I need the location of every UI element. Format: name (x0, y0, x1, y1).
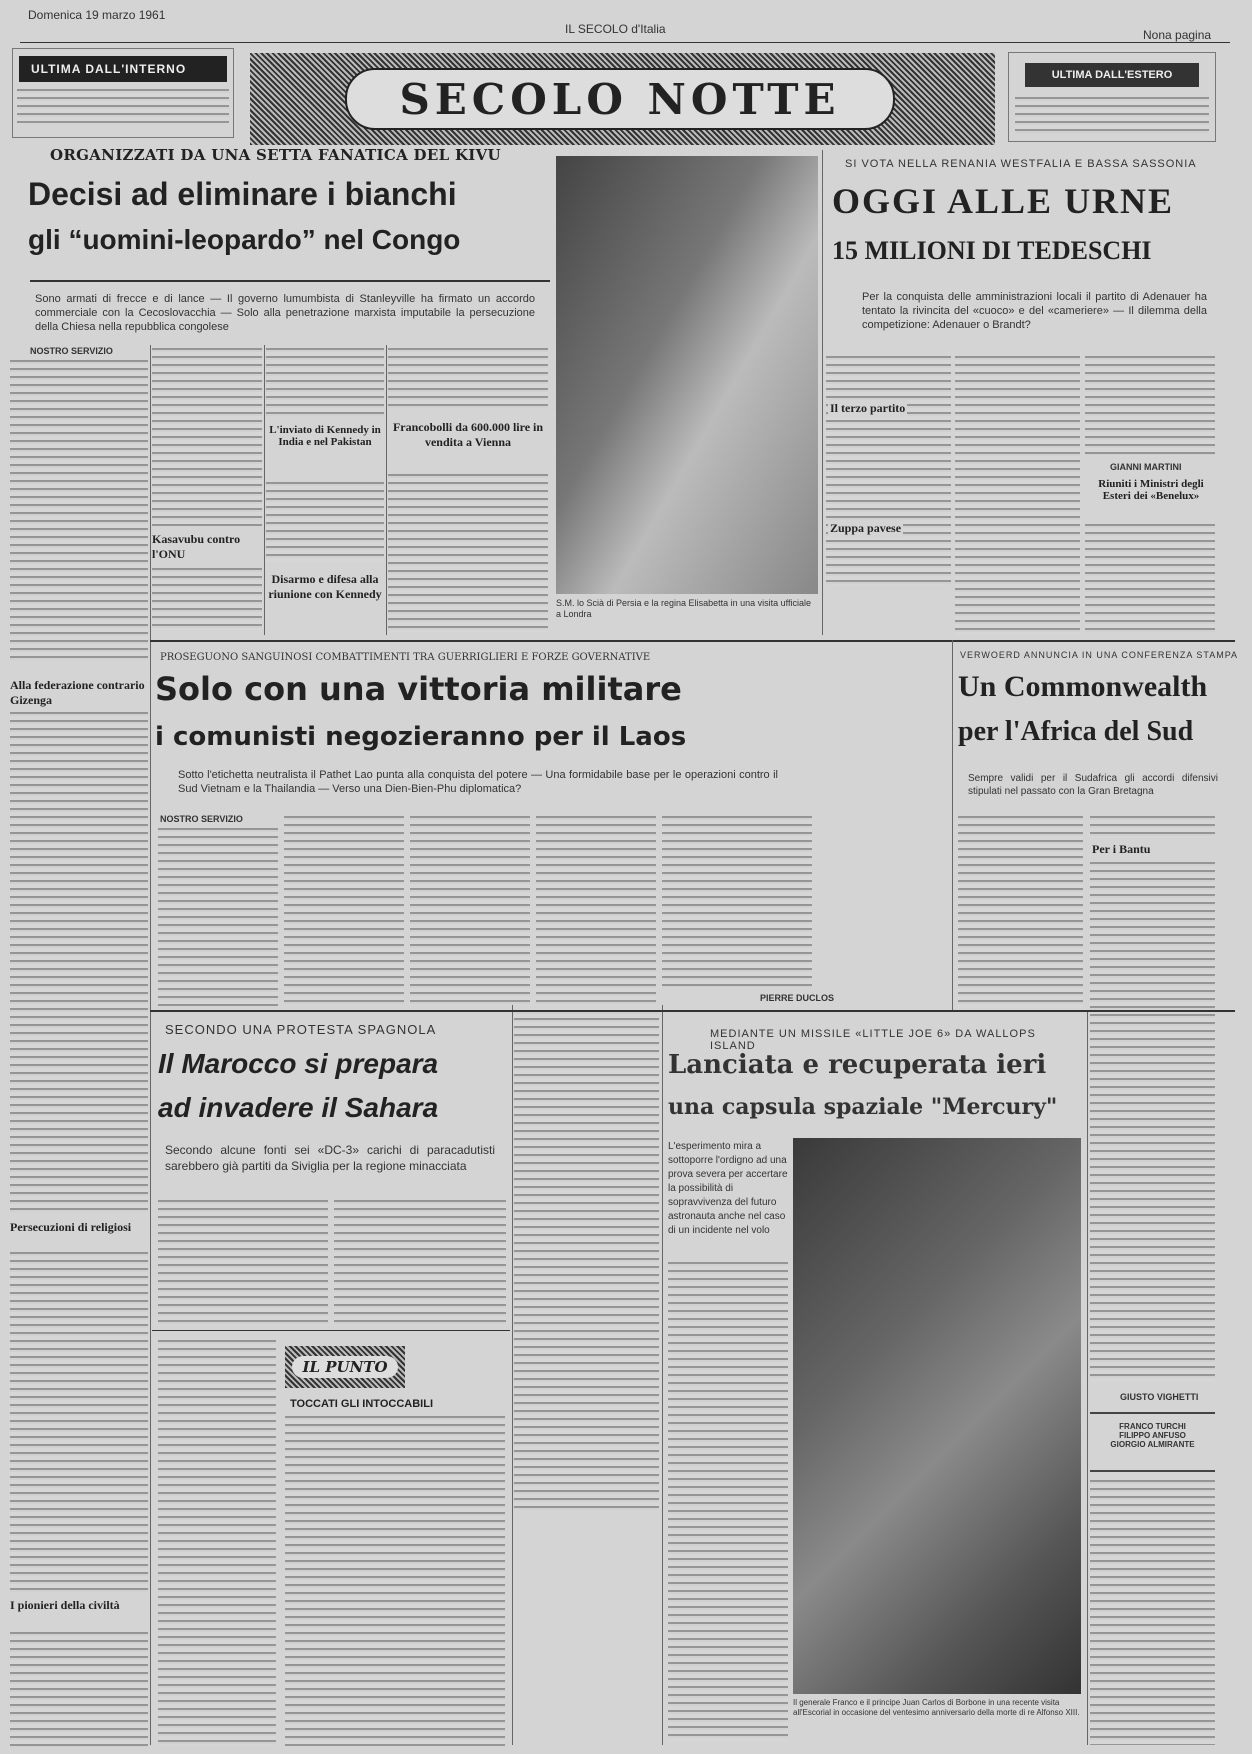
congo-summary: Sono armati di frecce e di lance — Il governo lumumbista di Stanleyville ha firmato un accordo commerciale con la Cecoslovacchia — Solo alla penetrazione marxista imputabile la persecuzione della Chiesa nella repubblica congolese (35, 293, 535, 333)
congo-byline: NOSTRO SERVIZIO (30, 346, 113, 356)
text-block (955, 356, 1080, 635)
mercury-kicker: MEDIANTE UN MISSILE «LITTLE JOE 6» DA WALLOPS ISLAND (710, 1028, 1036, 1052)
foreign-news-label: ULTIMA DALL'ESTERO (1025, 63, 1199, 87)
mercury-summary: L'esperimento mira a sottoporre l'ordigno ad una prova severa per accertare la possibilità di sopravvivenza del futuro astronauta anche nel caso di un incidente nel volo (668, 1141, 788, 1236)
germany-summary: Per la conquista delle amministrazioni locali il partito di Adenauer ha tentato la rivincita del «cuoco» e del «cameriere» — Il dilemma della competizione: Adenauer o Brandt? (862, 291, 1207, 331)
congo-sub-federazione: Alla federazione contrario Gizenga (10, 678, 145, 707)
laos-headline: Solo con una vittoria militare (155, 670, 682, 708)
masthead (250, 53, 995, 145)
page-number: Nona pagina (1143, 28, 1212, 42)
interior-news-box (12, 48, 234, 138)
photo-franco-juan-carlos (793, 1138, 1081, 1694)
interior-news-label: ULTIMA DALL'INTERNO (19, 56, 227, 82)
laos-byline: NOSTRO SERVIZIO (160, 814, 243, 824)
germany-sub-zuppa: Zuppa pavese (830, 521, 902, 535)
date: Domenica 19 marzo 1961 (28, 8, 166, 22)
text-block (17, 89, 229, 123)
sudafrica-kicker: VERWOERD ANNUNCIA IN UNA CONFERENZA STAMPA (960, 650, 1239, 660)
text-block (958, 816, 1083, 1008)
text-block (1085, 524, 1215, 632)
ad-line-3: GIORGIO ALMIRANTE (1110, 1440, 1195, 1449)
laos-subheadline: i comunisti negozieranno per il Laos (155, 722, 687, 752)
text-block (1085, 356, 1215, 455)
sudafrica-sub-bantu: Per i Bantu (1092, 842, 1151, 856)
text-block (1090, 862, 1215, 1382)
text-block (266, 348, 384, 416)
photo-franco-caption: Il generale Franco e il principe Juan Carlos di Borbone in una recente visita all'Escorial in occasione del ventesimo anniversario della morte di re Alfonso XIII. (793, 1698, 1080, 1717)
text-block (388, 348, 548, 408)
sudafrica-summary: Sempre validi per il Sudafrica gli accordi difensivi stipulati nel passato con la Gran Bretagna (968, 773, 1218, 797)
marocco-summary: Secondo alcune fonti sei «DC-3» carichi di paracadutisti sarebbero già partiti da Siviglia per la regione minacciata (165, 1143, 495, 1173)
rule (30, 280, 550, 282)
text-block (10, 360, 148, 660)
text-block (152, 348, 262, 526)
rule (150, 1010, 1235, 1012)
laos-signature: PIERRE DUCLOS (760, 993, 835, 1003)
text-block (1015, 97, 1209, 133)
text-block (668, 1262, 788, 1742)
rule (152, 1330, 510, 1331)
text-block (662, 816, 812, 987)
germany-kicker: SI VOTA NELLA RENANIA WESTFALIA E BASSA SASSONIA (845, 158, 1197, 170)
brief-benelux: Riuniti i Ministri degli Esteri dei «Benelux» (1098, 478, 1204, 502)
laos-kicker: PROSEGUONO SANGUINOSI COMBATTIMENTI TRA GUERRIGLIERI E FORZE GOVERNATIVE (160, 652, 651, 663)
congo-kicker: ORGANIZZATI DA UNA SETTA FANATICA DEL KIVU (50, 146, 501, 164)
brief-disarmo: Disarmo e difesa alla riunione con Kennedy (268, 572, 382, 601)
sudafrica-signature: GIUSTO VIGHETTI (1120, 1392, 1199, 1402)
text-block (388, 474, 548, 632)
text-block (536, 816, 656, 1005)
text-block (158, 1200, 328, 1325)
text-block (158, 1340, 276, 1745)
ad-line-1: FRANCO TURCHI (1119, 1422, 1186, 1431)
germany-sub-partito: Il terzo partito (830, 401, 906, 415)
congo-sub-kasavubu: Kasavubu contro l'ONU (152, 532, 241, 561)
marocco-subheadline: ad invadere il Sahara (158, 1092, 439, 1123)
advertisement (1090, 1412, 1215, 1472)
text-block (285, 1416, 505, 1746)
il-punto-label: IL PUNTO (292, 1356, 397, 1378)
text-block (10, 1252, 148, 1592)
photo-royal-caption: S.M. lo Scià di Persia e la regina Elisabetta in una visita ufficiale a Londra (556, 598, 811, 619)
text-block (1090, 1480, 1215, 1745)
brief-kennedy-india: L'inviato di Kennedy in India e nel Pakistan (269, 424, 381, 448)
rule (150, 640, 1235, 642)
masthead-title: SECOLO NOTTE (399, 74, 841, 124)
header-rule (20, 42, 1230, 43)
text-block (334, 1200, 506, 1325)
text-block (284, 816, 404, 1005)
text-block (514, 1010, 659, 1510)
congo-sub-persecuzioni: Persecuzioni di religiosi (10, 1220, 132, 1234)
text-block (152, 568, 262, 630)
marocco-kicker: SECONDO UNA PROTESTA SPAGNOLA (165, 1022, 437, 1037)
mercury-headline: Lanciata e recuperata ieri (668, 1050, 1047, 1080)
text-block (826, 356, 951, 585)
laos-summary: Sotto l'etichetta neutralista il Pathet Lao punta alla conquista del potere — Una formidabile base per le operazioni contro il Sud Vietnam e la Thailandia — Verso una Dien-Bien-Phu diplomatica? (178, 769, 778, 795)
foreign-news-box (1008, 52, 1216, 142)
paper-name: IL SECOLO d'Italia (565, 22, 666, 36)
photo-royal-visit (556, 156, 818, 594)
congo-subheadline: gli “uomini-leopardo” nel Congo (28, 224, 461, 255)
congo-sub-pionieri: I pionieri della civiltà (10, 1598, 120, 1612)
text-block (266, 482, 384, 562)
il-punto-title: TOCCATI GLI INTOCCABILI (290, 1398, 433, 1410)
text-block (1090, 816, 1215, 838)
germany-headline: OGGI ALLE URNE (832, 181, 1175, 221)
marocco-headline: Il Marocco si prepara (158, 1048, 439, 1079)
congo-headline: Decisi ad eliminare i bianchi (28, 176, 457, 212)
germany-subheadline: 15 MILIONI DI TEDESCHI (832, 236, 1152, 265)
sudafrica-subheadline: per l'Africa del Sud (958, 716, 1194, 747)
text-block (10, 712, 148, 1212)
brief-francobolli: Francobolli da 600.000 lire in vendita a Vienna (392, 420, 544, 449)
mercury-subheadline: una capsula spaziale "Mercury" (668, 1094, 1058, 1120)
il-punto-badge (285, 1346, 405, 1388)
germany-signature: GIANNI MARTINI (1110, 462, 1182, 472)
text-block (10, 1632, 148, 1747)
text-block (410, 816, 530, 1005)
ad-line-2: FILIPPO ANFUSO (1119, 1431, 1186, 1440)
text-block (158, 828, 278, 1006)
sudafrica-headline: Un Commonwealth (958, 670, 1208, 703)
